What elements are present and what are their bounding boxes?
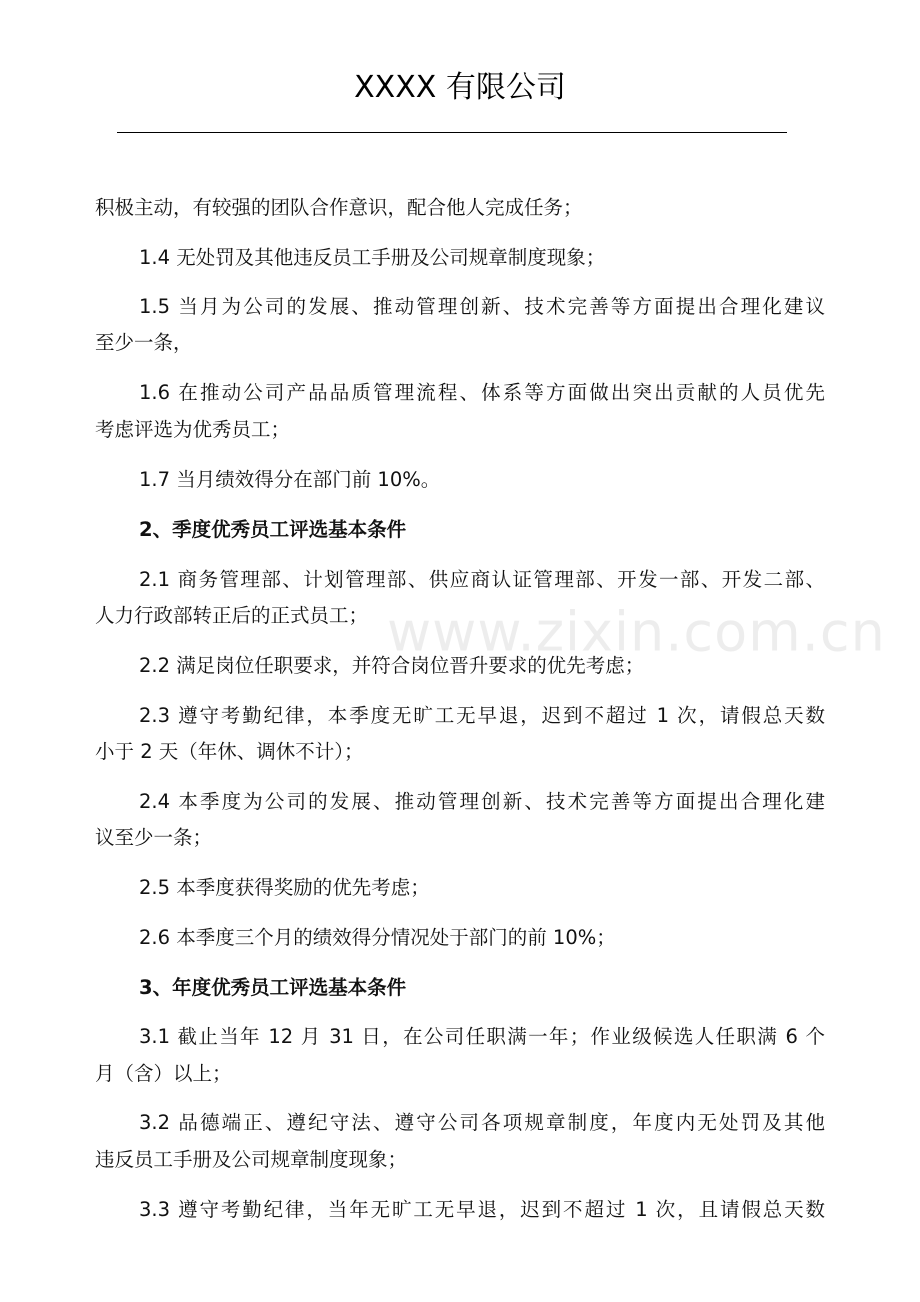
document-title: XXXX 有限公司: [354, 70, 566, 105]
paragraph-2-5: 2.5 本季度获得奖励的优先考虑；: [139, 876, 430, 899]
paragraph-1-6-line2: 考虑评选为优秀员工；: [95, 418, 291, 441]
paragraph-2-6: 2.6 本季度三个月的绩效得分情况处于部门的前 10%；: [139, 926, 616, 949]
paragraph-3-1-line2: 月（含）以上；: [95, 1062, 232, 1085]
paragraph-2-3-line1: 2.3 遵守考勤纪律，本季度无旷工无早退，迟到不超过 1 次，请假总天数: [139, 704, 825, 727]
paragraph-2-4-line2: 议至少一条；: [95, 826, 213, 849]
paragraph-1-6-line1: 1.6 在推动公司产品品质管理流程、体系等方面做出突出贡献的人员优先: [139, 381, 825, 404]
paragraph-2-2: 2.2 满足岗位任职要求，并符合岗位晋升要求的优先考虑；: [139, 654, 645, 677]
paragraph-2-3-line2: 小于 2 天（年休、调休不计）；: [95, 740, 364, 763]
paragraph-3-2-line1: 3.2 品德端正、遵纪守法、遵守公司各项规章制度，年度内无处罚及其他: [139, 1111, 825, 1134]
section-heading-3: 3、年度优秀员工评选基本条件: [139, 976, 407, 999]
paragraph-3-1-line1: 3.1 截止当年 12 月 31 日，在公司任职满一年；作业级候选人任职满 6 个: [139, 1025, 825, 1048]
paragraph-3-3-line1: 3.3 遵守考勤纪律，当年无旷工无早退，迟到不超过 1 次，且请假总天数: [139, 1198, 825, 1221]
paragraph-1-4: 1.4 无处罚及其他违反员工手册及公司规章制度现象；: [139, 246, 606, 269]
paragraph-2-1-line1: 2.1 商务管理部、计划管理部、供应商认证管理部、开发一部、开发二部、: [139, 568, 825, 591]
watermark: www.zixin.com.cn: [387, 600, 886, 664]
paragraph-3-2-line2: 违反员工手册及公司规章制度现象；: [95, 1148, 408, 1171]
header-divider: [117, 132, 787, 133]
paragraph-2-4-line1: 2.4 本季度为公司的发展、推动管理创新、技术完善等方面提出合理化建: [139, 790, 825, 813]
paragraph-1-5-line1: 1.5 当月为公司的发展、推动管理创新、技术完善等方面提出合理化建议: [139, 295, 825, 318]
section-heading-2: 2、季度优秀员工评选基本条件: [139, 518, 407, 541]
paragraph-1-5-line2: 至少一条，: [95, 331, 193, 354]
paragraph-2-1-line2: 人力行政部转正后的正式员工；: [95, 604, 369, 627]
paragraph-1-7: 1.7 当月绩效得分在部门前 10%。: [139, 468, 441, 491]
paragraph-line: 积极主动，有较强的团队合作意识，配合他人完成任务；: [95, 196, 583, 219]
